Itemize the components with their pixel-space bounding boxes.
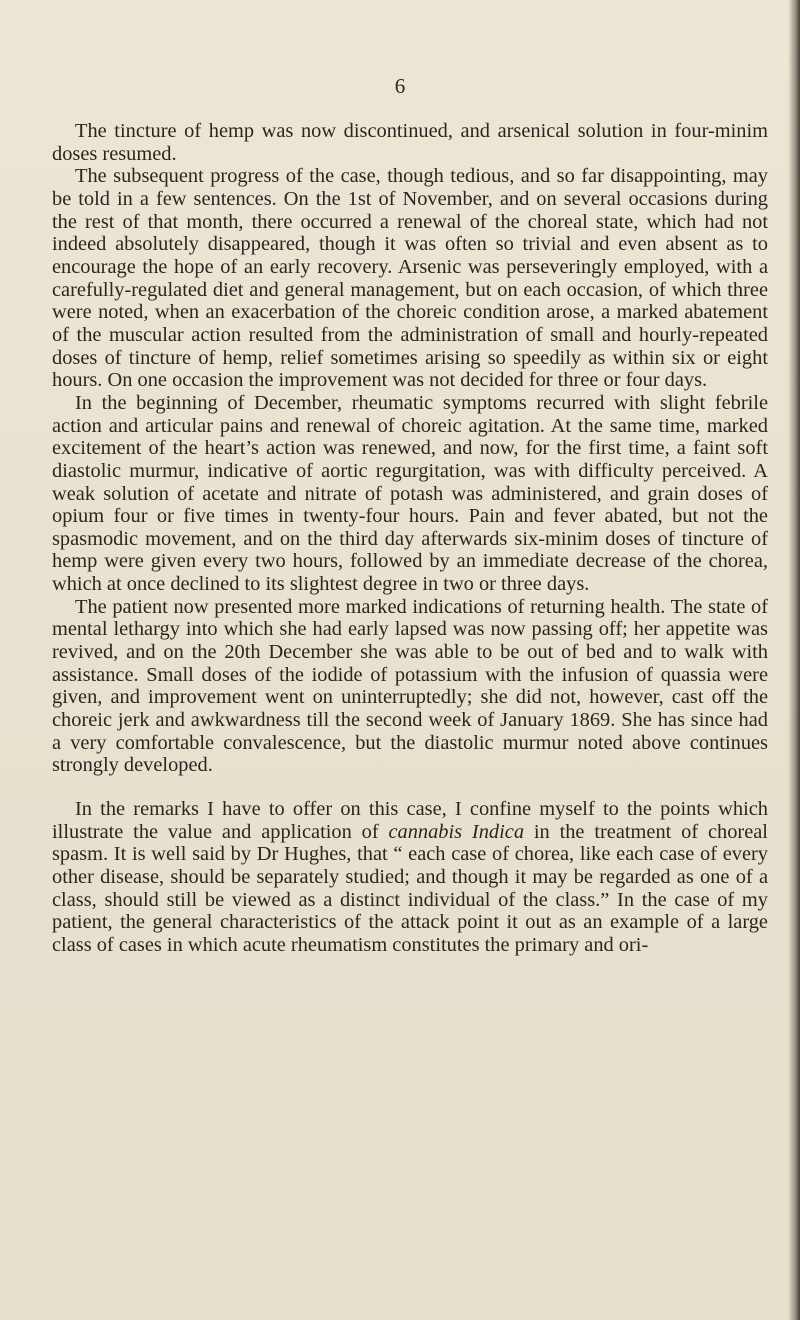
paragraph: In the beginning of December, rheumatic symptoms recurred with slight febrile action and articular pains and renewal of choreic agitation. At the same time, marked excitement of the heart’s action was renewed, and now, for the first time, a faint soft diastolic murmur, indicative of aortic regurgitation, was with difficulty perceived. A weak solution of acetate and nitrate of potash was administered, and grain doses of opium four or five times in twenty-four hours. Pain and fever abated, but not the spasmodic movement, and on the third day afterwards six-minim doses of tincture of hemp were given every two hours, followed by an immediate decrease of the chorea, which at once declined to its slightest degree in two or three days. [52,391,768,596]
body-text [52,120,768,957]
paragraph: The patient now presented more marked indications of returning health. The state of mental lethargy into which she had early lapsed was now passing off; her appetite was revived, and on the 20th December she was able to be out of bed and to walk with assistance. Small doses of the iodide of potassium with the infusion of quassia were given, and improvement went on uninterruptedly; she did not, however, cast off the choreic jerk and awkwardness till the second week of January 1869. She has since had a very comfortable convalescence, but the diastolic murmur noted above continues strongly developed. [52,595,768,777]
page-edge-shadow [788,0,800,1320]
italic-term: cannabis Indica [388,820,525,843]
paragraph: The tincture of hemp was now discontinued, and arsenical solution in four-minim doses resumed. [52,120,768,165]
paragraph-remarks [52,798,768,957]
text-run: In the remarks I have to offer on this case, I confine myself to the points which illustrate the value and application of [52,798,768,843]
text-run: in the treatment of choreal spasm. It is well said by Dr Hughes, that “ each case of chorea, like each case of every other disease, should be separately studied; and though it may be regarded as one of a class, should still be viewed as a distinct individual of the class.” In the case of my patient, the general characteristics of the attack point it out as an example of a large class of cases in which acute rheumatism constitutes the primary and ori- [52,820,768,956]
paragraph: The subsequent progress of the case, though tedious, and so far disappointing, may be told in a few sentences. On the 1st of November, and on several occasions during the rest of that month, there occurred a renewal of the choreal state, which had not indeed absolutely disappeared, though it was often so trivial and even absent as to encourage the hope of an early recovery. Arsenic was perseveringly employed, with a carefully-regulated diet and general management, but on each occasion, of which three were noted, when an exacerbation of the choreic condition arose, a marked abatement of the muscular action resulted from the administration of small and hourly-repeated doses of tincture of hemp, relief sometimes arising so speedily as within six or eight hours. On one occasion the improvement was not decided for three or four days. [52,165,768,392]
page-number: 6 [394,74,406,98]
